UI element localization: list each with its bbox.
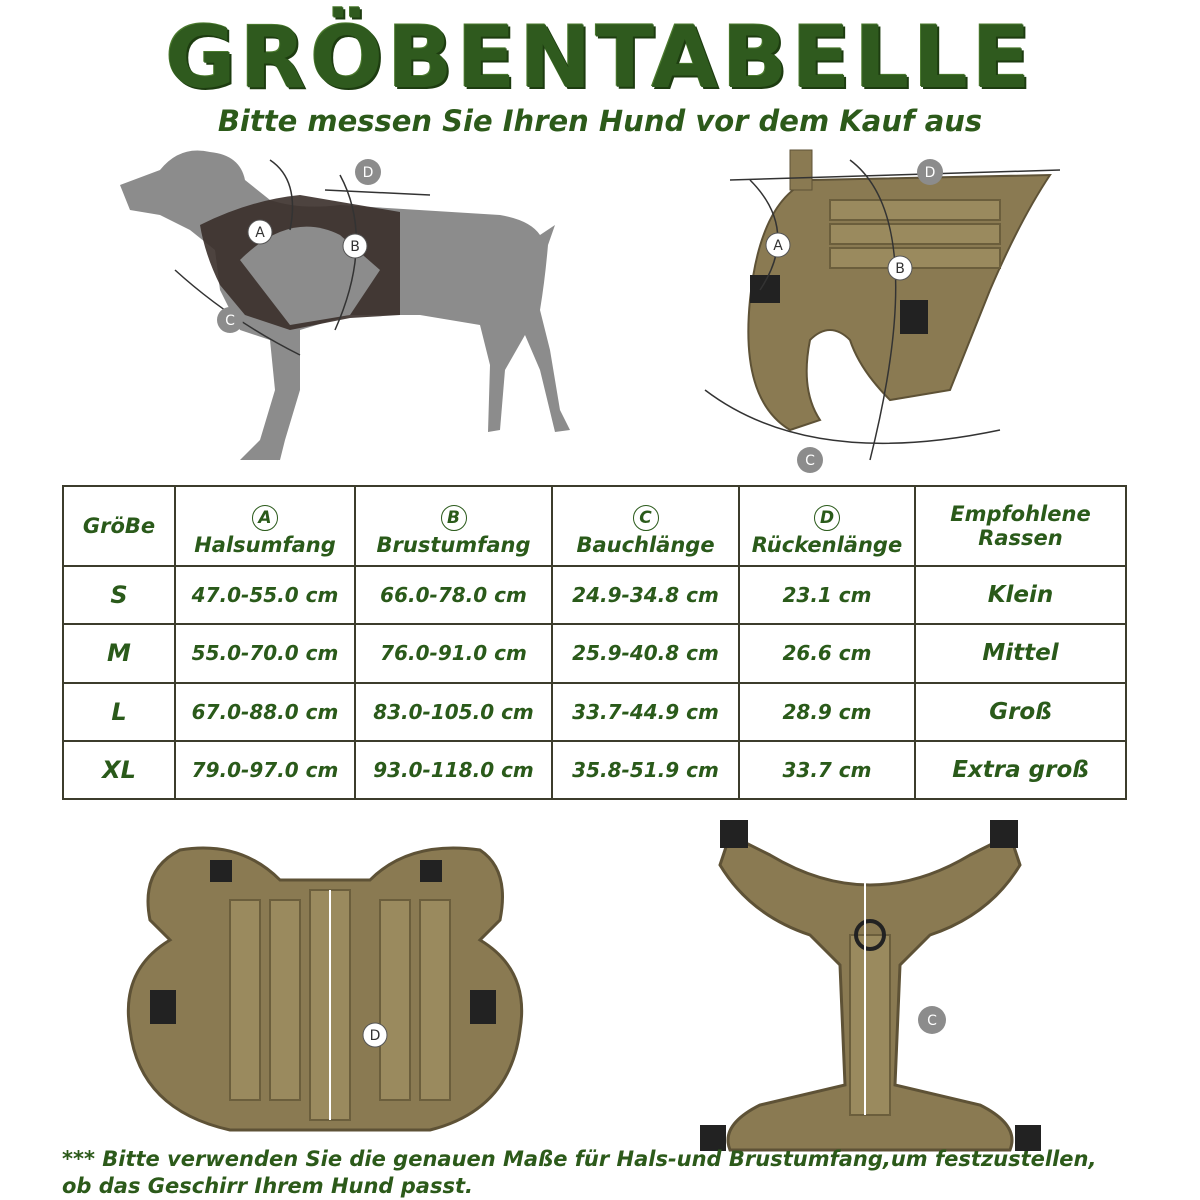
neck-cell: 79.0-97.0 cm bbox=[175, 741, 355, 799]
neck-cell: 55.0-70.0 cm bbox=[175, 624, 355, 682]
buckle-icon bbox=[750, 275, 780, 303]
svg-text:B: B bbox=[350, 239, 360, 255]
table-row bbox=[63, 624, 1126, 682]
neck-cell: 47.0-55.0 cm bbox=[175, 566, 355, 624]
marker-d-icon: D bbox=[814, 505, 840, 531]
belly-cell: 24.9-34.8 cm bbox=[552, 566, 739, 624]
dog-side-illustration bbox=[100, 140, 570, 470]
svg-text:C: C bbox=[927, 1013, 937, 1029]
buckle-icon bbox=[150, 990, 176, 1024]
footnote bbox=[62, 1146, 1162, 1200]
marker-a-icon bbox=[248, 220, 272, 244]
footnote-line-2: ob das Geschirr Ihrem Hund passt. bbox=[62, 1174, 473, 1198]
breed-cell: Klein bbox=[915, 566, 1126, 624]
buckle-icon bbox=[720, 820, 748, 848]
svg-text:A: A bbox=[773, 238, 783, 254]
back-cell: 28.9 cm bbox=[739, 683, 915, 741]
size-cell: XL bbox=[63, 741, 175, 799]
header-size: GröBe bbox=[63, 486, 175, 566]
table-row bbox=[63, 566, 1126, 624]
back-cell: 33.7 cm bbox=[739, 741, 915, 799]
buckle-icon bbox=[900, 300, 928, 334]
svg-text:C: C bbox=[805, 453, 815, 469]
page-title: GRÖBENTABELLE bbox=[165, 8, 1035, 108]
marker-d-icon bbox=[363, 1023, 387, 1047]
svg-text:D: D bbox=[362, 165, 374, 181]
table-header-row bbox=[63, 486, 1126, 566]
breed-cell: Extra groß bbox=[915, 741, 1126, 799]
table-row bbox=[63, 741, 1126, 799]
chest-cell: 83.0-105.0 cm bbox=[355, 683, 552, 741]
chest-cell: 76.0-91.0 cm bbox=[355, 624, 552, 682]
header-back: D Rückenlänge bbox=[739, 486, 915, 566]
chest-cell: 66.0-78.0 cm bbox=[355, 566, 552, 624]
belly-cell: 33.7-44.9 cm bbox=[552, 683, 739, 741]
belly-cell: 25.9-40.8 cm bbox=[552, 624, 739, 682]
marker-c-icon: C bbox=[633, 505, 659, 531]
vest-top-illustration bbox=[120, 830, 530, 1150]
size-cell: L bbox=[63, 683, 175, 741]
svg-text:D: D bbox=[369, 1028, 381, 1044]
marker-b-icon: B bbox=[441, 505, 467, 531]
back-cell: 26.6 cm bbox=[739, 624, 915, 682]
header-belly: C Bauchlänge bbox=[552, 486, 739, 566]
belly-cell: 35.8-51.9 cm bbox=[552, 741, 739, 799]
vest-handle bbox=[790, 150, 812, 190]
marker-a-icon bbox=[766, 233, 790, 257]
table-row bbox=[63, 683, 1126, 741]
size-table bbox=[62, 485, 1127, 800]
svg-text:D: D bbox=[924, 165, 936, 181]
header-breeds: Empfohlene Rassen bbox=[915, 486, 1126, 566]
buckle-icon bbox=[990, 820, 1018, 848]
svg-text:C: C bbox=[225, 313, 235, 329]
marker-d-icon bbox=[355, 159, 381, 185]
harness-front-illustration bbox=[680, 805, 1060, 1165]
back-cell: 23.1 cm bbox=[739, 566, 915, 624]
marker-b-icon bbox=[343, 234, 367, 258]
marker-b-icon bbox=[888, 256, 912, 280]
neck-cell: 67.0-88.0 cm bbox=[175, 683, 355, 741]
chest-cell: 93.0-118.0 cm bbox=[355, 741, 552, 799]
arrow-c bbox=[705, 390, 1000, 443]
header-neck: A Halsumfang bbox=[175, 486, 355, 566]
size-cell: M bbox=[63, 624, 175, 682]
marker-a-icon: A bbox=[252, 505, 278, 531]
svg-text:B: B bbox=[895, 261, 905, 277]
size-cell: S bbox=[63, 566, 175, 624]
page-subtitle: Bitte messen Sie Ihren Hund vor dem Kauf aus bbox=[217, 104, 983, 138]
buckle-icon bbox=[420, 860, 442, 882]
marker-d-icon bbox=[917, 159, 943, 185]
buckle-icon bbox=[210, 860, 232, 882]
svg-text:A: A bbox=[255, 225, 265, 241]
arrow-d bbox=[325, 190, 430, 195]
marker-c-icon bbox=[918, 1006, 946, 1034]
buckle-icon bbox=[470, 990, 496, 1024]
marker-c-icon bbox=[797, 447, 823, 473]
breed-cell: Groß bbox=[915, 683, 1126, 741]
footnote-line-1: *** Bitte verwenden Sie die genauen Maße für Hals-und Brustumfang,um festzustellen, bbox=[62, 1147, 1097, 1171]
header-chest: B Brustumfang bbox=[355, 486, 552, 566]
breed-cell: Mittel bbox=[915, 624, 1126, 682]
marker-c-icon bbox=[217, 307, 243, 333]
vest-side-illustration bbox=[690, 140, 1090, 480]
